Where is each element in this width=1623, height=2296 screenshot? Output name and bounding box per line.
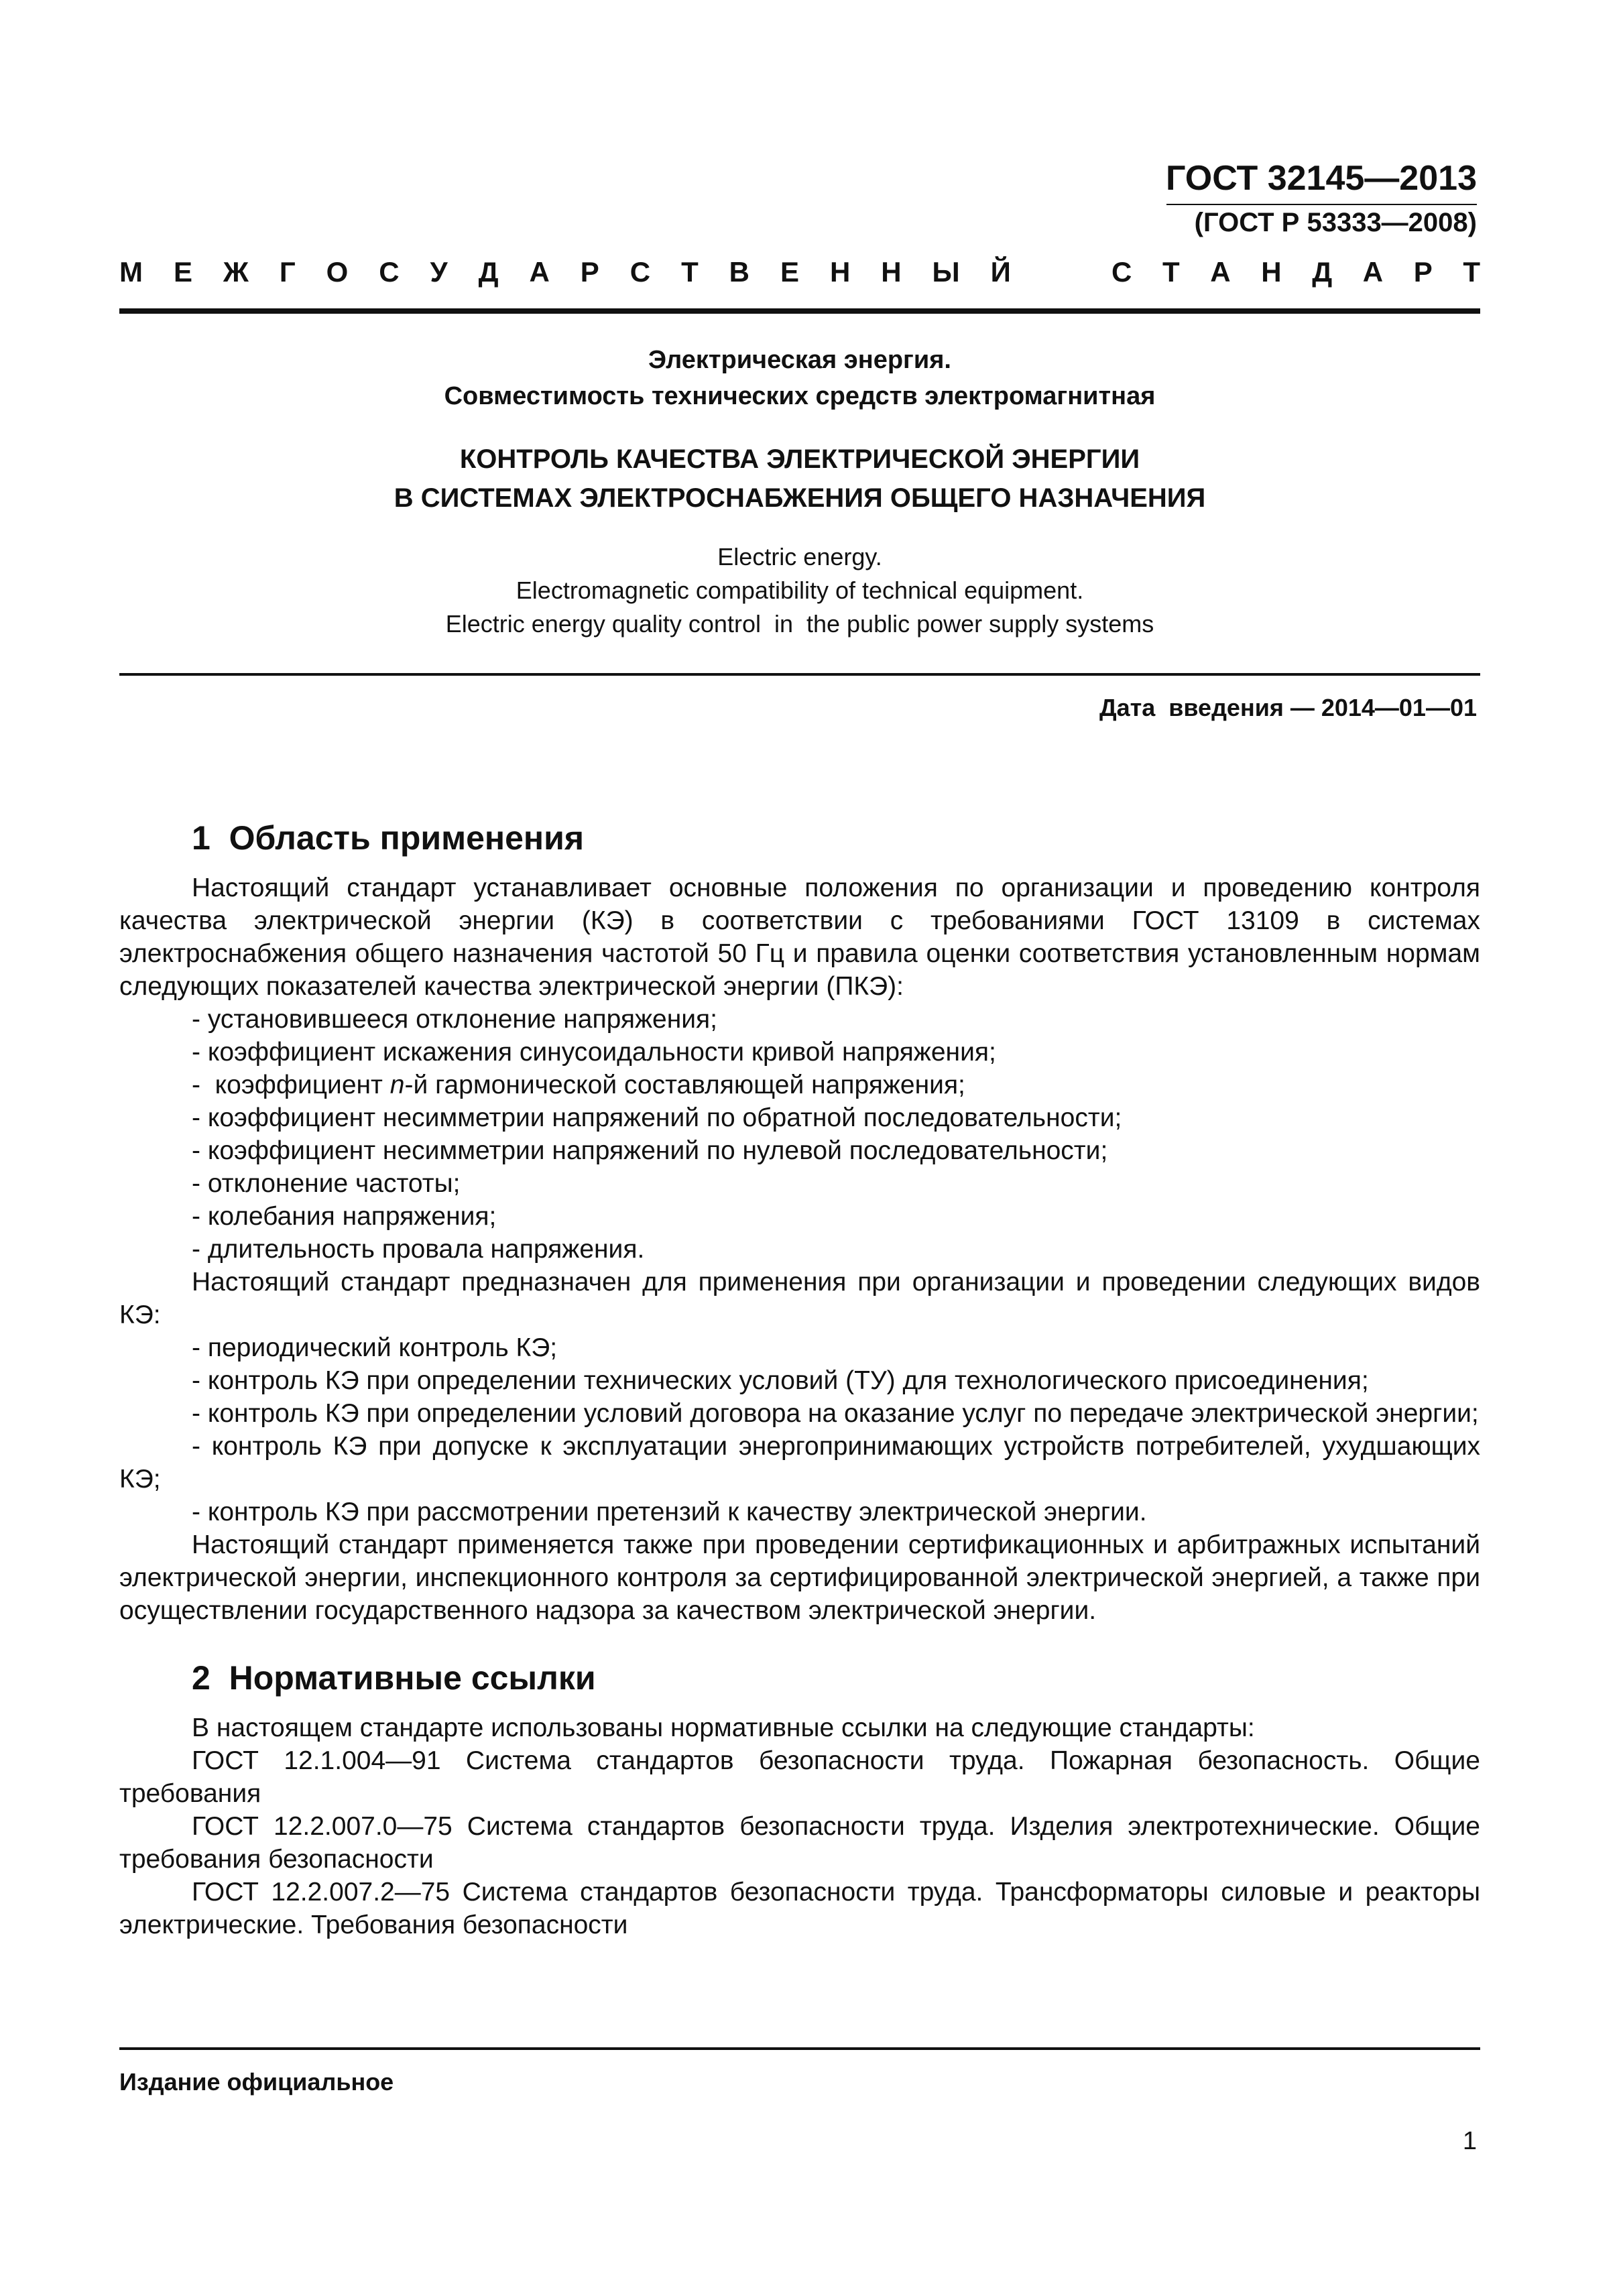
banner-letter: У: [430, 256, 448, 288]
control-kind-item: - контроль КЭ при рассмотрении претензий к качеству электрической энергии.: [192, 1498, 1147, 1526]
title-main-line-1: КОНТРОЛЬ КАЧЕСТВА ЭЛЕКТРИЧЕСКОЙ ЭНЕРГИИ: [459, 444, 1140, 474]
control-kind-item: - контроль КЭ при определении условий договора на оказание услуг по передаче электрической энергии;: [192, 1399, 1479, 1428]
indicator-item-tail: -й гармонической составляющей напряжения;: [404, 1071, 965, 1099]
indicator-item: - коэффициент искажения синусоидальности кривой напряжения;: [192, 1038, 996, 1067]
banner-letter: С: [1111, 256, 1132, 288]
banner-letter: Т: [1162, 256, 1180, 288]
section-1-paragraph-1: Настоящий стандарт устанавливает основные положения по организации и проведению контроля качества электрической энергии (КЭ) в соответствии с требованиями ГОСТ 13109 в системах электроснабжения общего назначения частотой 50 Гц и правила оценки соответствия установленным нормам следующих показателей качества электрической энергии (ПКЭ):: [119, 873, 1480, 1001]
gost-number-underline: [1166, 204, 1477, 205]
interstate-word: [119, 255, 1011, 290]
banner-letter: А: [529, 256, 550, 288]
banner-letter: Ы: [932, 256, 960, 288]
section-1-paragraph-2: Настоящий стандарт предназначен для применения при организации и проведении следующих видов КЭ:: [119, 1268, 1480, 1329]
indicator-item: - коэффициент несимметрии напряжений по нулевой последовательности;: [192, 1136, 1108, 1165]
document-body: [119, 817, 1480, 1941]
banner-letter: О: [326, 256, 349, 288]
indicator-item: [119, 1069, 1480, 1101]
banner-letter: Н: [1261, 256, 1282, 288]
official-edition-label: Издание официальное: [119, 2068, 394, 2096]
indicator-item: - коэффициент несимметрии напряжений по обратной последовательности;: [192, 1103, 1122, 1132]
header-rule: [119, 308, 1480, 314]
indicator-item: - длительность провала напряжения.: [192, 1235, 645, 1264]
control-kind-item: - контроль КЭ при определении технических условий (ТУ) для технологического присоединения;: [192, 1366, 1369, 1395]
banner-letter: Ж: [223, 256, 249, 288]
introduction-date: Дата введения — 2014—01—01: [1099, 694, 1477, 721]
banner-letter: М: [119, 256, 143, 288]
section-2-heading: 2 Нормативные ссылки: [192, 1659, 596, 1697]
control-kind-item: - периодический контроль КЭ;: [192, 1333, 558, 1362]
gost-number: ГОСТ 32145—2013: [1166, 159, 1477, 198]
indicator-item: - колебания напряжения;: [192, 1202, 497, 1231]
banner-letter: Р: [580, 256, 599, 288]
section-1-paragraph-3: Настоящий стандарт применяется также при проведении сертификационных и арбитражных испытаний электрической энергии, инспекционного контроля за сертифицированной электрической энергией, а также при осуществлении государственного надзора за качеством электрической энергии.: [119, 1530, 1480, 1625]
indicator-item: - отклонение частоты;: [192, 1169, 461, 1198]
control-kind-item: - контроль КЭ при допуске к эксплуатации энергопринимающих устройств потребителей, ухудшающих КЭ;: [119, 1432, 1480, 1494]
banner-letter: Н: [829, 256, 851, 288]
banner-letter: Д: [478, 256, 499, 288]
banner-letter: А: [1210, 256, 1231, 288]
banner-letter: Т: [1463, 256, 1480, 288]
banner-letter: С: [379, 256, 400, 288]
title-ru-line-2: Совместимость технических средств электромагнитная: [444, 382, 1156, 410]
banner-letter: Д: [1312, 256, 1333, 288]
banner-letter: Т: [681, 256, 699, 288]
title-english: [119, 540, 1480, 641]
footer-rule: [119, 2047, 1480, 2050]
standard-word: [1111, 255, 1480, 290]
section-1-heading: 1 Область применения: [192, 819, 585, 857]
title-russian: [119, 342, 1480, 414]
page-number: 1: [1462, 2127, 1477, 2155]
banner-letter: А: [1362, 256, 1384, 288]
section-2-intro: В настоящем стандарте использованы нормативные ссылки на следующие стандарты:: [192, 1713, 1255, 1742]
title-main-line-2: В СИСТЕМАХ ЭЛЕКТРОСНАБЖЕНИЯ ОБЩЕГО НАЗНАЧЕНИЯ: [394, 483, 1206, 513]
normative-reference: ГОСТ 12.1.004—91 Система стандартов безопасности труда. Пожарная безопасность. Общие требования: [119, 1746, 1480, 1808]
banner-letter: Н: [881, 256, 902, 288]
title-rule: [119, 673, 1480, 676]
banner-letter: Р: [1413, 256, 1433, 288]
normative-reference: ГОСТ 12.2.007.0—75 Система стандартов безопасности труда. Изделия электротехнические. Общие требования безопасности: [119, 1812, 1480, 1874]
interstate-standard-banner: [119, 255, 1480, 290]
indicator-item: - установившееся отклонение напряжения;: [192, 1005, 717, 1034]
indicator-item-prefix: - коэффициент: [192, 1071, 390, 1099]
title-ru-line-1: Электрическая энергия.: [648, 346, 951, 374]
normative-reference: ГОСТ 12.2.007.2—75 Система стандартов безопасности труда. Трансформаторы силовые и реакторы электрические. Требования безопасности: [119, 1878, 1480, 1939]
banner-letter: С: [629, 256, 651, 288]
banner-letter: Г: [279, 256, 296, 288]
title-en-line-1: Electric energy.: [717, 543, 882, 570]
gost-replaced-number: (ГОСТ Р 53333—2008): [1194, 208, 1477, 237]
banner-letter: Й: [990, 256, 1011, 288]
title-en-line-2: Electromagnetic compatibility of technical equipment.: [516, 577, 1084, 604]
banner-letter: В: [729, 256, 750, 288]
banner-letter: Е: [780, 256, 799, 288]
banner-letter: Е: [173, 256, 192, 288]
indicator-item-italic-n: n: [389, 1071, 405, 1099]
title-en-line-3: Electric energy quality control in the public power supply systems: [445, 610, 1154, 638]
title-main: [119, 440, 1480, 518]
